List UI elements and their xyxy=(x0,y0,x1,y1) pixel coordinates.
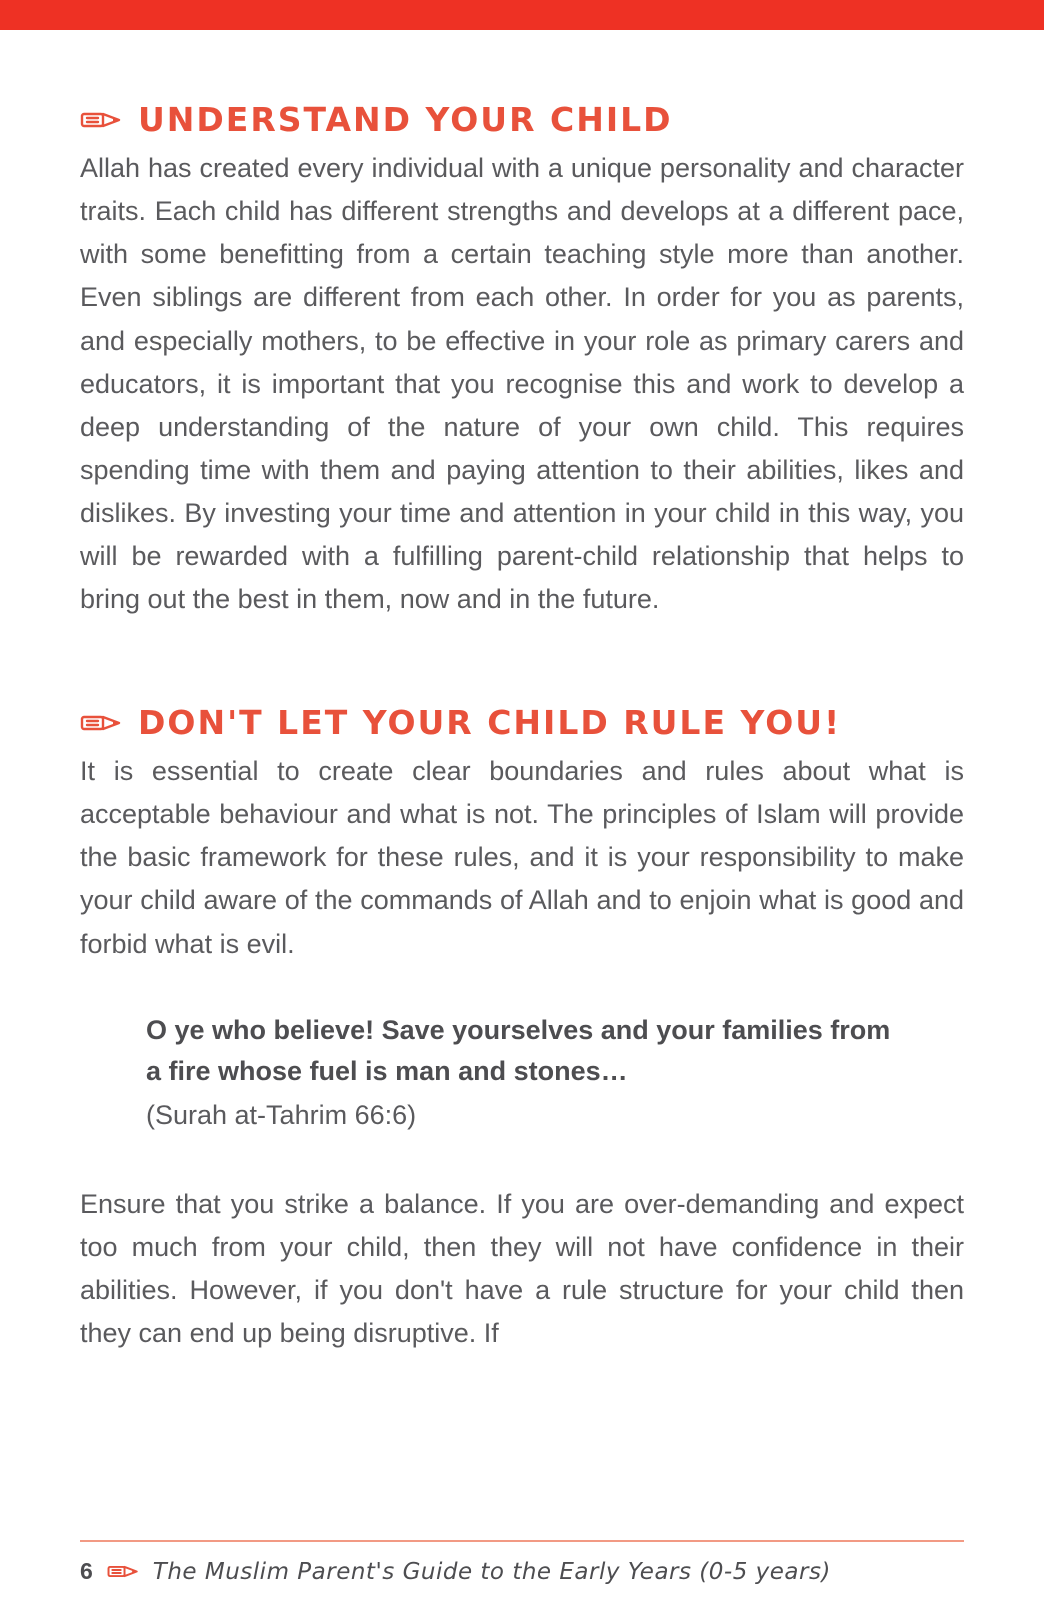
page-top-accent-bar xyxy=(0,0,1044,30)
book-title: The Muslim Parent's Guide to the Early Years (0-5 years) xyxy=(152,1558,831,1585)
section-heading-text: UNDERSTAND YOUR CHILD xyxy=(138,100,673,139)
pencil-icon xyxy=(80,109,122,131)
quran-quote-block xyxy=(146,1010,894,1138)
quote-text: O ye who believe! Save yourselves and your families from a fire whose fuel is man and stones… xyxy=(146,1014,891,1087)
section-heading xyxy=(80,102,964,138)
book-page xyxy=(0,30,1044,1611)
section-dont-let-your-child-rule-you xyxy=(80,702,964,1355)
paragraph: It is essential to create clear boundaries and rules about what is acceptable behaviour and what is not. The principles of Islam will provide the basic framework for these rules, and it is your responsibility to make your child aware of the commands of Allah and to enjoin what is good and forbid what is evil. xyxy=(80,756,964,959)
section-understand-your-child xyxy=(80,102,964,621)
pencil-icon xyxy=(80,712,122,734)
footer-row xyxy=(80,1558,964,1585)
section-heading xyxy=(80,702,964,742)
quote-attribution: (Surah at-Tahrim 66:6) xyxy=(146,1100,417,1131)
paragraph: Ensure that you strike a balance. If you are over-demanding and expect too much from your child, then they will not have confidence in their abilities. However, if you don't have a rule structure for your child then they can end up being disruptive. If xyxy=(80,1189,964,1349)
footer-divider xyxy=(80,1540,964,1542)
section-heading-text: DON'T LET YOUR CHILD RULE YOU! xyxy=(138,702,842,742)
pencil-icon xyxy=(107,1563,139,1580)
page-footer xyxy=(80,1540,964,1585)
paragraph: Allah has created every individual with a unique personality and character traits. Each child has different strengths and develops at a different pace, with some benefitting from a certain teaching style more than another. Even siblings are different from each other. In order for you as parents, and especially mothers, to be effective in your role as primary carers and educators, it is important that you recognise this and work to develop a deep understanding of the nature of your own child. This requires spending time with them and paying attention to their abilities, likes and dislikes. By investing your time and attention in your child in this way, you will be rewarded with a fulfilling parent-child relationship that helps to bring out the best in them, now and in the future. xyxy=(80,153,964,614)
page-number: 6 xyxy=(80,1558,93,1584)
